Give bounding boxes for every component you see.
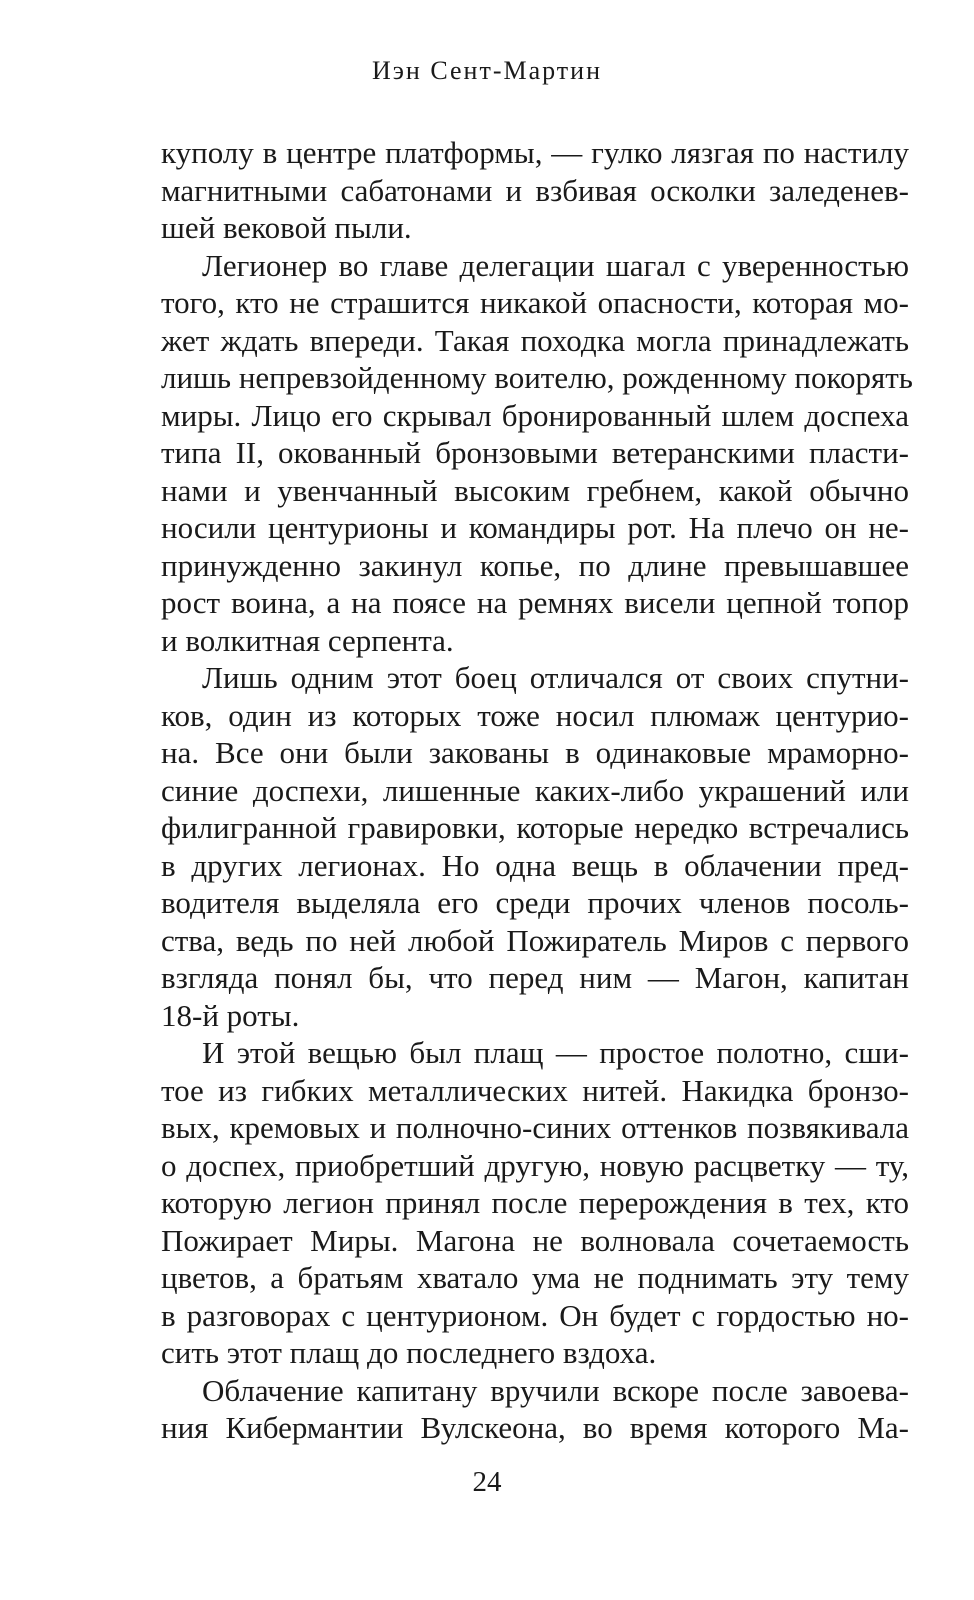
running-header: Иэн Сент-Мартин bbox=[372, 56, 602, 85]
text-line: 18-й роты. bbox=[161, 997, 300, 1033]
text-line: которую легион принял после перерождения в тех, кто bbox=[161, 1185, 909, 1220]
text-line: водителя выделяла его среди прочих членов посоль- bbox=[161, 885, 909, 920]
text-line: магнитными сабатонами и взбивая осколки заледенев- bbox=[161, 172, 909, 208]
text-line: шей вековой пыли. bbox=[161, 210, 412, 245]
text-line: о доспех, приобретший другую, новую расцветку — ту, bbox=[161, 1147, 909, 1183]
text-line: Лишь одним этот боец отличался от своих спутни- bbox=[202, 660, 909, 695]
text-line: И этой вещью был плащ — простое полотно, сши- bbox=[202, 1035, 909, 1070]
page-number: 24 bbox=[472, 1466, 502, 1498]
text-line: Легионер во главе делегации шагал с уверенностью bbox=[202, 247, 909, 283]
text-line: носили центурионы и командиры рот. На плечо он не- bbox=[161, 510, 909, 545]
text-line: в других легионах. Но одна вещь в облачении пред- bbox=[161, 847, 909, 883]
text-line: нами и увенчанный высоким гребнем, какой обычно bbox=[161, 472, 909, 508]
text-line: жет ждать впереди. Такая походка могла принадлежать bbox=[161, 322, 909, 358]
text-line: куполу в центре платформы, — гулко лязгая по настилу bbox=[161, 135, 909, 170]
body-text bbox=[161, 134, 913, 1447]
text-line: того, кто не страшится никакой опасности, которая мо- bbox=[161, 285, 909, 320]
text-line: сить этот плащ до последнего вздоха. bbox=[161, 1335, 657, 1370]
text-line: в разговорах с центурионом. Он будет с гордостью но- bbox=[161, 1297, 909, 1333]
text-line: синие доспехи, лишенные каких-либо украшений или bbox=[161, 772, 909, 808]
text-line: взгляда понял бы, что перед ним — Магон, капитан bbox=[161, 960, 909, 995]
text-line: ства, ведь по ней любой Пожиратель Миров с первого bbox=[161, 922, 909, 958]
text-line: принужденно закинул копье, по длине превышавшее bbox=[161, 547, 909, 583]
text-line: типа II, окованный бронзовыми ветеранскими пласти- bbox=[161, 435, 909, 470]
text-line: ков, один из которых тоже носил плюмаж центурио- bbox=[161, 697, 909, 733]
text-line: на. Все они были закованы в одинаковые мраморно- bbox=[161, 735, 909, 770]
text-line: ния Кибермантии Вулскеона, во время которого Ма- bbox=[161, 1410, 909, 1445]
text-line: филигранной гравировки, которые нередко встречались bbox=[161, 810, 909, 845]
text-line: и волкитная серпента. bbox=[161, 622, 454, 658]
text-line: рост воина, а на поясе на ремнях висели цепной топор bbox=[161, 585, 909, 620]
text-line: миры. Лицо его скрывал бронированный шлем доспеха bbox=[161, 397, 909, 433]
text-line: лишь непревзойденному воителю, рожденному покорять bbox=[161, 360, 913, 395]
text-line: тое из гибких металлических нитей. Накидка бронзо- bbox=[161, 1072, 909, 1108]
text-line: Пожирает Миры. Магона не волновала сочетаемость bbox=[161, 1222, 909, 1258]
text-line: цветов, а братьям хватало ума не поднимать эту тему bbox=[161, 1260, 909, 1295]
text-line: вых, кремовых и полночно-синих оттенков позвякивала bbox=[161, 1110, 909, 1145]
text-line: Облачение капитану вручили вскоре после завоева- bbox=[202, 1372, 909, 1408]
